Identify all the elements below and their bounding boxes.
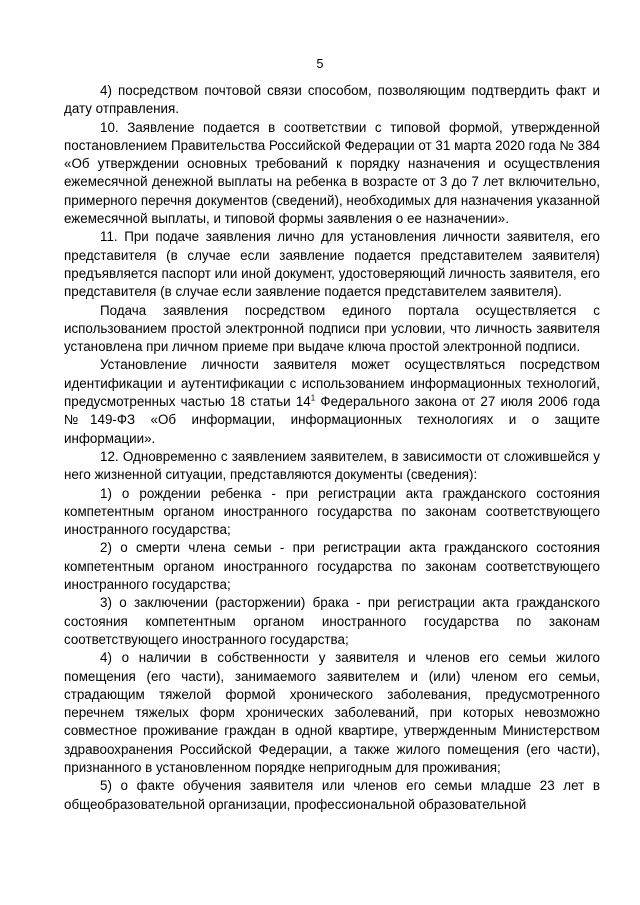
footnote-superscript: 1: [310, 393, 316, 403]
list-item-4: 4) о наличии в собственности у заявителя и членов его семьи жилого помещения (его части), занимаемого заявителем и (или) членом его семьи, страдающим тяжелой формой хронического заболевания, предусмотренного перечнем тяжелых форм хронических заболеваний, при которых невозможно совместное проживание граждан в одной квартире, утвержденным Министерством здравоохранения Российской Федерации, а также жилого помещения (его части), признанного в установленном порядке непригодным для проживания;: [64, 650, 600, 775]
identification-text-before: Установление личности заявителя может осуществляться посредством идентификации и аутентификации с использованием информационных технологий, предусмотренных частью 18 статьи 14: [64, 357, 600, 410]
page-number: 5: [316, 57, 324, 71]
paragraph-11: 11. При подаче заявления лично для установления личности заявителя, его представителя (в случае если заявление подается представителем заявителя) предъявляется паспорт или иной документ, удостоверяющий личность заявителя, его представителя (в случае если заявление подается представителем заявителя).: [64, 229, 600, 300]
identification-text-after: Федерального закона от 27 июля 2006 года №149-ФЗ «Об информации, информационных технологиях и о защите информации».: [64, 394, 600, 446]
list-item-5: 5) о факте обучения заявителя или членов его семьи младше 23 лет в общеобразовательной организации, профессиональной образовательной: [64, 778, 600, 812]
list-item-2: 2) о смерти члена семьи - при регистрации акта гражданского состояния компетентным органом иностранного государства по законам соответствующего иностранного государства;: [64, 540, 600, 593]
paragraph-10: 10. Заявление подается в соответствии с типовой формой, утвержденной постановлением Правительства Российской Федерации от 31 марта 2020 года № 384 «Об утверждении основных требований к порядку назначения и осуществления ежемесячной денежной выплаты на ребенка в возрасте от 3 до 7 лет включительно, примерного перечня документов (сведений), необходимых для назначения указанной ежемесячной выплаты, и типовой формы заявления о ее назначении».: [64, 119, 600, 227]
paragraph-portal-submission: Подача заявления посредством единого портала осуществляется с использованием простой электронной подписи при условии, что личность заявителя установлена при личном приеме при выдаче ключа простой электронной подписи.: [64, 302, 600, 355]
list-item-1: 1) о рождении ребенка - при регистрации акта гражданского состояния компетентным органом иностранного государства по законам соответствующего иностранного государства;: [64, 485, 600, 538]
list-item-3: 3) о заключении (расторжении) брака - при регистрации акта гражданского состояния компетентным органом иностранного государства по законам соответствующего иностранного государства;: [64, 595, 600, 647]
paragraph-12: 12. Одновременно с заявлением заявителем, в зависимости от сложившейся у него жизненной ситуации, представляются документы (сведения):: [64, 448, 600, 483]
paragraph-item-4: 4) посредством почтовой связи способом, позволяющим подтвердить факт и дату отправления.: [64, 83, 600, 117]
document-body: [64, 82, 600, 814]
paragraph-identification: [64, 356, 600, 447]
